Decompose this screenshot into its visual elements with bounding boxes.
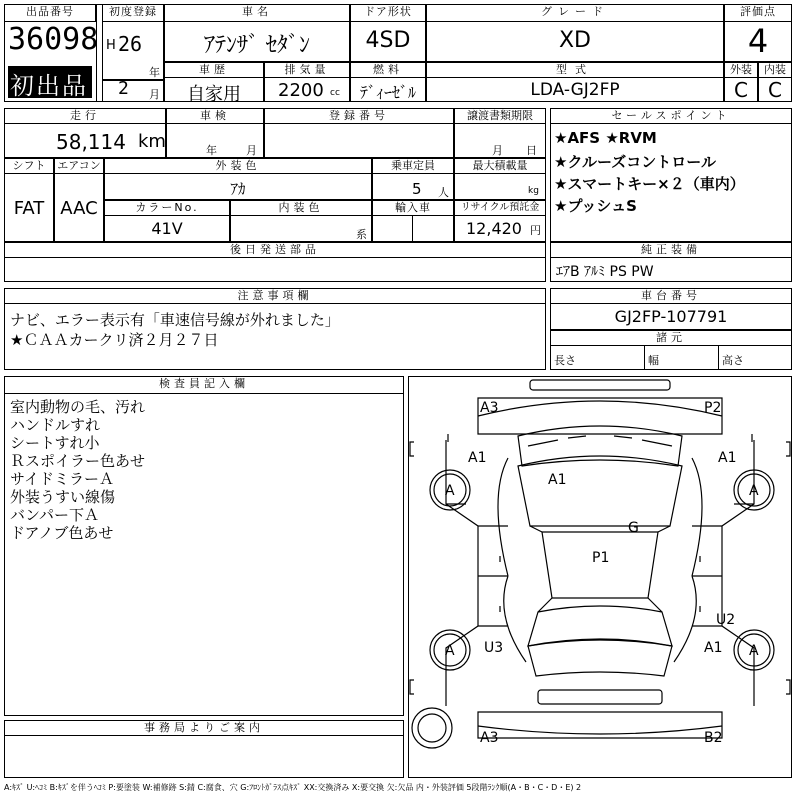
damage-mark: P1	[592, 550, 610, 566]
history-value: 自家用	[187, 84, 241, 105]
model-value: ｱﾃﾝｻﾞ ｾﾀﾞﾝ	[204, 33, 310, 58]
sales-line: ★スマートキー×２（車内）	[554, 175, 745, 193]
history-label: 車歴	[164, 62, 264, 78]
inspection-label: 車検	[166, 108, 264, 124]
fuel-label: 燃料	[350, 62, 426, 78]
fuel-value: ﾃﾞｨｰｾﾞﾙ	[359, 83, 416, 102]
type-label: 型式	[426, 62, 724, 78]
chassis-value: GJ2FP-107791	[614, 307, 728, 326]
inspector-line: ドアノブ色あせ	[10, 524, 114, 542]
spec-label: 諸元	[550, 330, 792, 346]
spec-height: 高さ	[722, 354, 744, 367]
inspector-line: 外装うすい線傷	[10, 488, 116, 506]
displacement-value: 2200	[278, 80, 324, 101]
exterior-value: C	[734, 78, 748, 102]
month: 2	[118, 78, 129, 99]
interior-label: 内装	[758, 62, 792, 78]
reg-no-box	[264, 108, 454, 158]
inspector-line: シートすれ小	[10, 434, 100, 452]
inspector-line: バンパー下Ａ	[10, 506, 99, 524]
load-unit: kg	[528, 186, 539, 196]
spec-box	[550, 330, 792, 370]
capacity-label: 乗車定員	[372, 158, 454, 174]
spec-width: 幅	[648, 354, 659, 367]
spec-divider	[718, 346, 719, 370]
shift-label: シフト	[4, 158, 54, 174]
first-listing-text: 初出品	[10, 72, 88, 100]
spec-divider	[644, 346, 645, 370]
color-value: ｱｶ	[230, 180, 246, 198]
equipment-value: ｴｱB ｱﾙﾐ PS PW	[556, 264, 654, 280]
recycle-unit: 円	[530, 224, 541, 237]
recycle-label: リサイクル預託金	[454, 200, 546, 216]
notes-line: ナビ、エラー表示有「車速信号線が外れました」	[10, 311, 340, 329]
door-label: ドア形状	[350, 4, 426, 22]
cc-unit: cc	[330, 88, 340, 98]
shift-value: FAT	[13, 198, 45, 219]
interior-value: C	[768, 78, 782, 102]
transfer-month: 月	[492, 144, 503, 157]
damage-mark: A3	[480, 730, 499, 746]
transfer-day: 日	[526, 144, 537, 157]
door-value: 4SD	[365, 28, 411, 53]
legend: A:ｷｽﾞ U:ﾍｺﾐ B:ｷｽﾞを伴うﾍｺﾐ P:要塗装 W:補修跡 S:錆 C:腐食、穴 G:ﾌﾛﾝﾄｶﾞﾗｽ点ｷｽﾞ XX:交換済み X:要交換 欠:欠品 内・外装評価 5段階ﾗﾝｸ順(A・B・C・D・E) 2	[4, 783, 582, 792]
inspector-line: 室内動物の毛、汚れ	[10, 398, 146, 416]
displacement-label: 排気量	[264, 62, 350, 78]
notes-line: ★ＣＡＡカークリ済２月２７日	[10, 331, 219, 349]
color-label: 外装色	[104, 158, 372, 174]
color-no-label: カラーNo.	[104, 200, 230, 216]
damage-mark: A	[749, 643, 759, 659]
car-diagram	[408, 376, 792, 778]
damage-mark: A1	[718, 450, 737, 466]
ac-value: AAC	[60, 198, 98, 219]
grade-value: XD	[558, 28, 591, 53]
damage-mark: G	[628, 520, 639, 536]
score-value: 4	[747, 22, 769, 60]
equipment-label: 純正装備	[550, 242, 792, 258]
inspector-line: Ｒスポイラー色あせ	[10, 452, 146, 470]
type-value: LDA-GJ2FP	[530, 80, 620, 100]
damage-mark: P2	[704, 400, 722, 416]
import-box	[372, 200, 454, 242]
recycle-value: 12,420	[466, 219, 522, 238]
damage-mark: A3	[480, 400, 499, 416]
sales-line: ★プッシュS	[554, 197, 637, 215]
office-box	[4, 720, 404, 778]
damage-mark: A	[445, 483, 455, 499]
transfer-label: 譲渡書類期限	[454, 108, 546, 124]
month-box	[102, 80, 164, 102]
damage-mark: A1	[548, 472, 567, 488]
capacity-value: 5	[412, 180, 422, 198]
model-label: 車名	[164, 4, 350, 22]
import-label: 輸入車	[372, 200, 454, 216]
color-no-value: 41V	[151, 219, 183, 238]
later-parts-box	[4, 242, 546, 282]
notes-label: 注意事項欄	[4, 288, 546, 304]
sales-line: ★クルーズコントロール	[554, 153, 716, 171]
ac-label: エアコン	[54, 158, 104, 174]
spec-length: 長さ	[554, 354, 576, 367]
damage-mark: B2	[704, 730, 723, 746]
sales-line: ★AFS ★RVM	[554, 129, 657, 147]
damage-mark: A1	[468, 450, 487, 466]
mileage-label: 走行	[4, 108, 166, 124]
int-color-unit: 系	[356, 228, 367, 241]
month-unit: 月	[149, 88, 160, 101]
inspector-label: 検査員記入欄	[4, 376, 404, 394]
exterior-label: 外装	[724, 62, 758, 78]
score-label: 評価点	[724, 4, 792, 22]
inspection-month: 月	[246, 144, 257, 157]
sales-points-label: セールスポイント	[550, 108, 792, 124]
year-unit: 年	[149, 66, 160, 79]
int-color-box	[230, 200, 372, 242]
damage-mark: A	[445, 643, 455, 659]
mileage-value: 58,114	[56, 130, 126, 154]
damage-mark: A	[749, 483, 759, 499]
lot-divider	[96, 4, 97, 102]
damage-mark: U2	[716, 612, 736, 628]
capacity-unit: 人	[438, 186, 449, 199]
grade-label: グレード	[426, 4, 724, 22]
damage-mark: U3	[484, 640, 504, 656]
int-color-label: 内装色	[230, 200, 372, 216]
inspection-year: 年	[206, 144, 217, 157]
era: H	[106, 38, 116, 53]
import-divider	[412, 216, 413, 242]
year: 26	[118, 32, 143, 56]
reg-no-label: 登録番号	[264, 108, 454, 124]
later-parts-label: 後日発送部品	[4, 242, 546, 258]
load-label: 最大積載量	[454, 158, 546, 174]
office-label: 事務局よりご案内	[4, 720, 404, 736]
chassis-label: 車台番号	[550, 288, 792, 304]
first-reg-label: 初度登録	[102, 4, 164, 22]
inspector-line: サイドミラーＡ	[10, 470, 114, 488]
lot-label: 出品番号	[4, 4, 96, 22]
km-unit: km	[138, 131, 166, 152]
inspector-line: ハンドルすれ	[10, 416, 101, 434]
lot-number: 36098	[8, 22, 99, 57]
damage-mark: A1	[704, 640, 723, 656]
